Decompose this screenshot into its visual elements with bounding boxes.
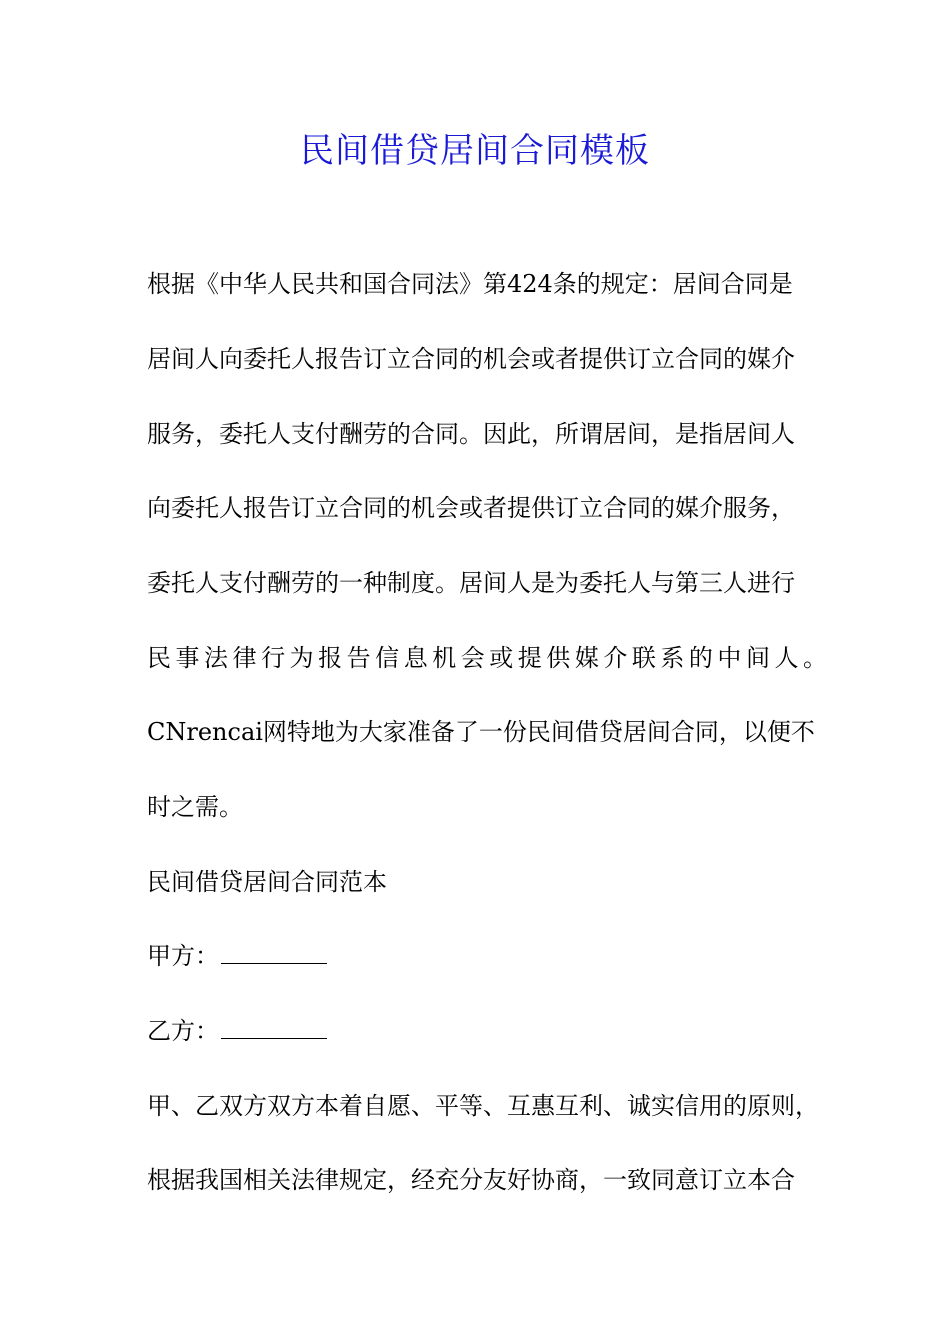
party-a-blank bbox=[221, 941, 327, 964]
intro-line-3: 服务，委托人支付酬劳的合同。因此，所谓居间，是指居间人 bbox=[147, 420, 795, 448]
intro-line-1: 根据《中华人民共和国合同法》第424条的规定：居间合同是 bbox=[147, 270, 793, 298]
intro-line-7: CNrencai网特地为大家准备了一份民间借贷居间合同，以便不 bbox=[147, 718, 815, 746]
template-heading: 民间借贷居间合同范本 bbox=[147, 868, 387, 896]
body-line-1: 甲、乙双方双方本着自愿、平等、互惠互利、诚实信用的原则， bbox=[147, 1092, 819, 1120]
intro-line-4: 向委托人报告订立合同的机会或者提供订立合同的媒介服务， bbox=[147, 494, 795, 522]
party-b-row bbox=[147, 1015, 827, 1047]
party-a-label: 甲方： bbox=[147, 942, 219, 970]
intro-line-5: 委托人支付酬劳的一种制度。居间人是为委托人与第三人进行 bbox=[147, 569, 795, 597]
intro-line-8: 时之需。 bbox=[147, 793, 243, 821]
document-title: 民间借贷居间合同模板 bbox=[300, 131, 650, 171]
party-b-blank bbox=[221, 1016, 327, 1039]
party-b-label: 乙方： bbox=[147, 1017, 219, 1045]
body-line-2: 根据我国相关法律规定，经充分友好协商，一致同意订立本合 bbox=[147, 1166, 795, 1194]
party-a-row bbox=[147, 940, 827, 972]
intro-line-2: 居间人向委托人报告订立合同的机会或者提供订立合同的媒介 bbox=[147, 345, 795, 373]
intro-line-6: 民事法律行为报告信息机会或提供媒介联系的中间人。 bbox=[147, 644, 827, 672]
